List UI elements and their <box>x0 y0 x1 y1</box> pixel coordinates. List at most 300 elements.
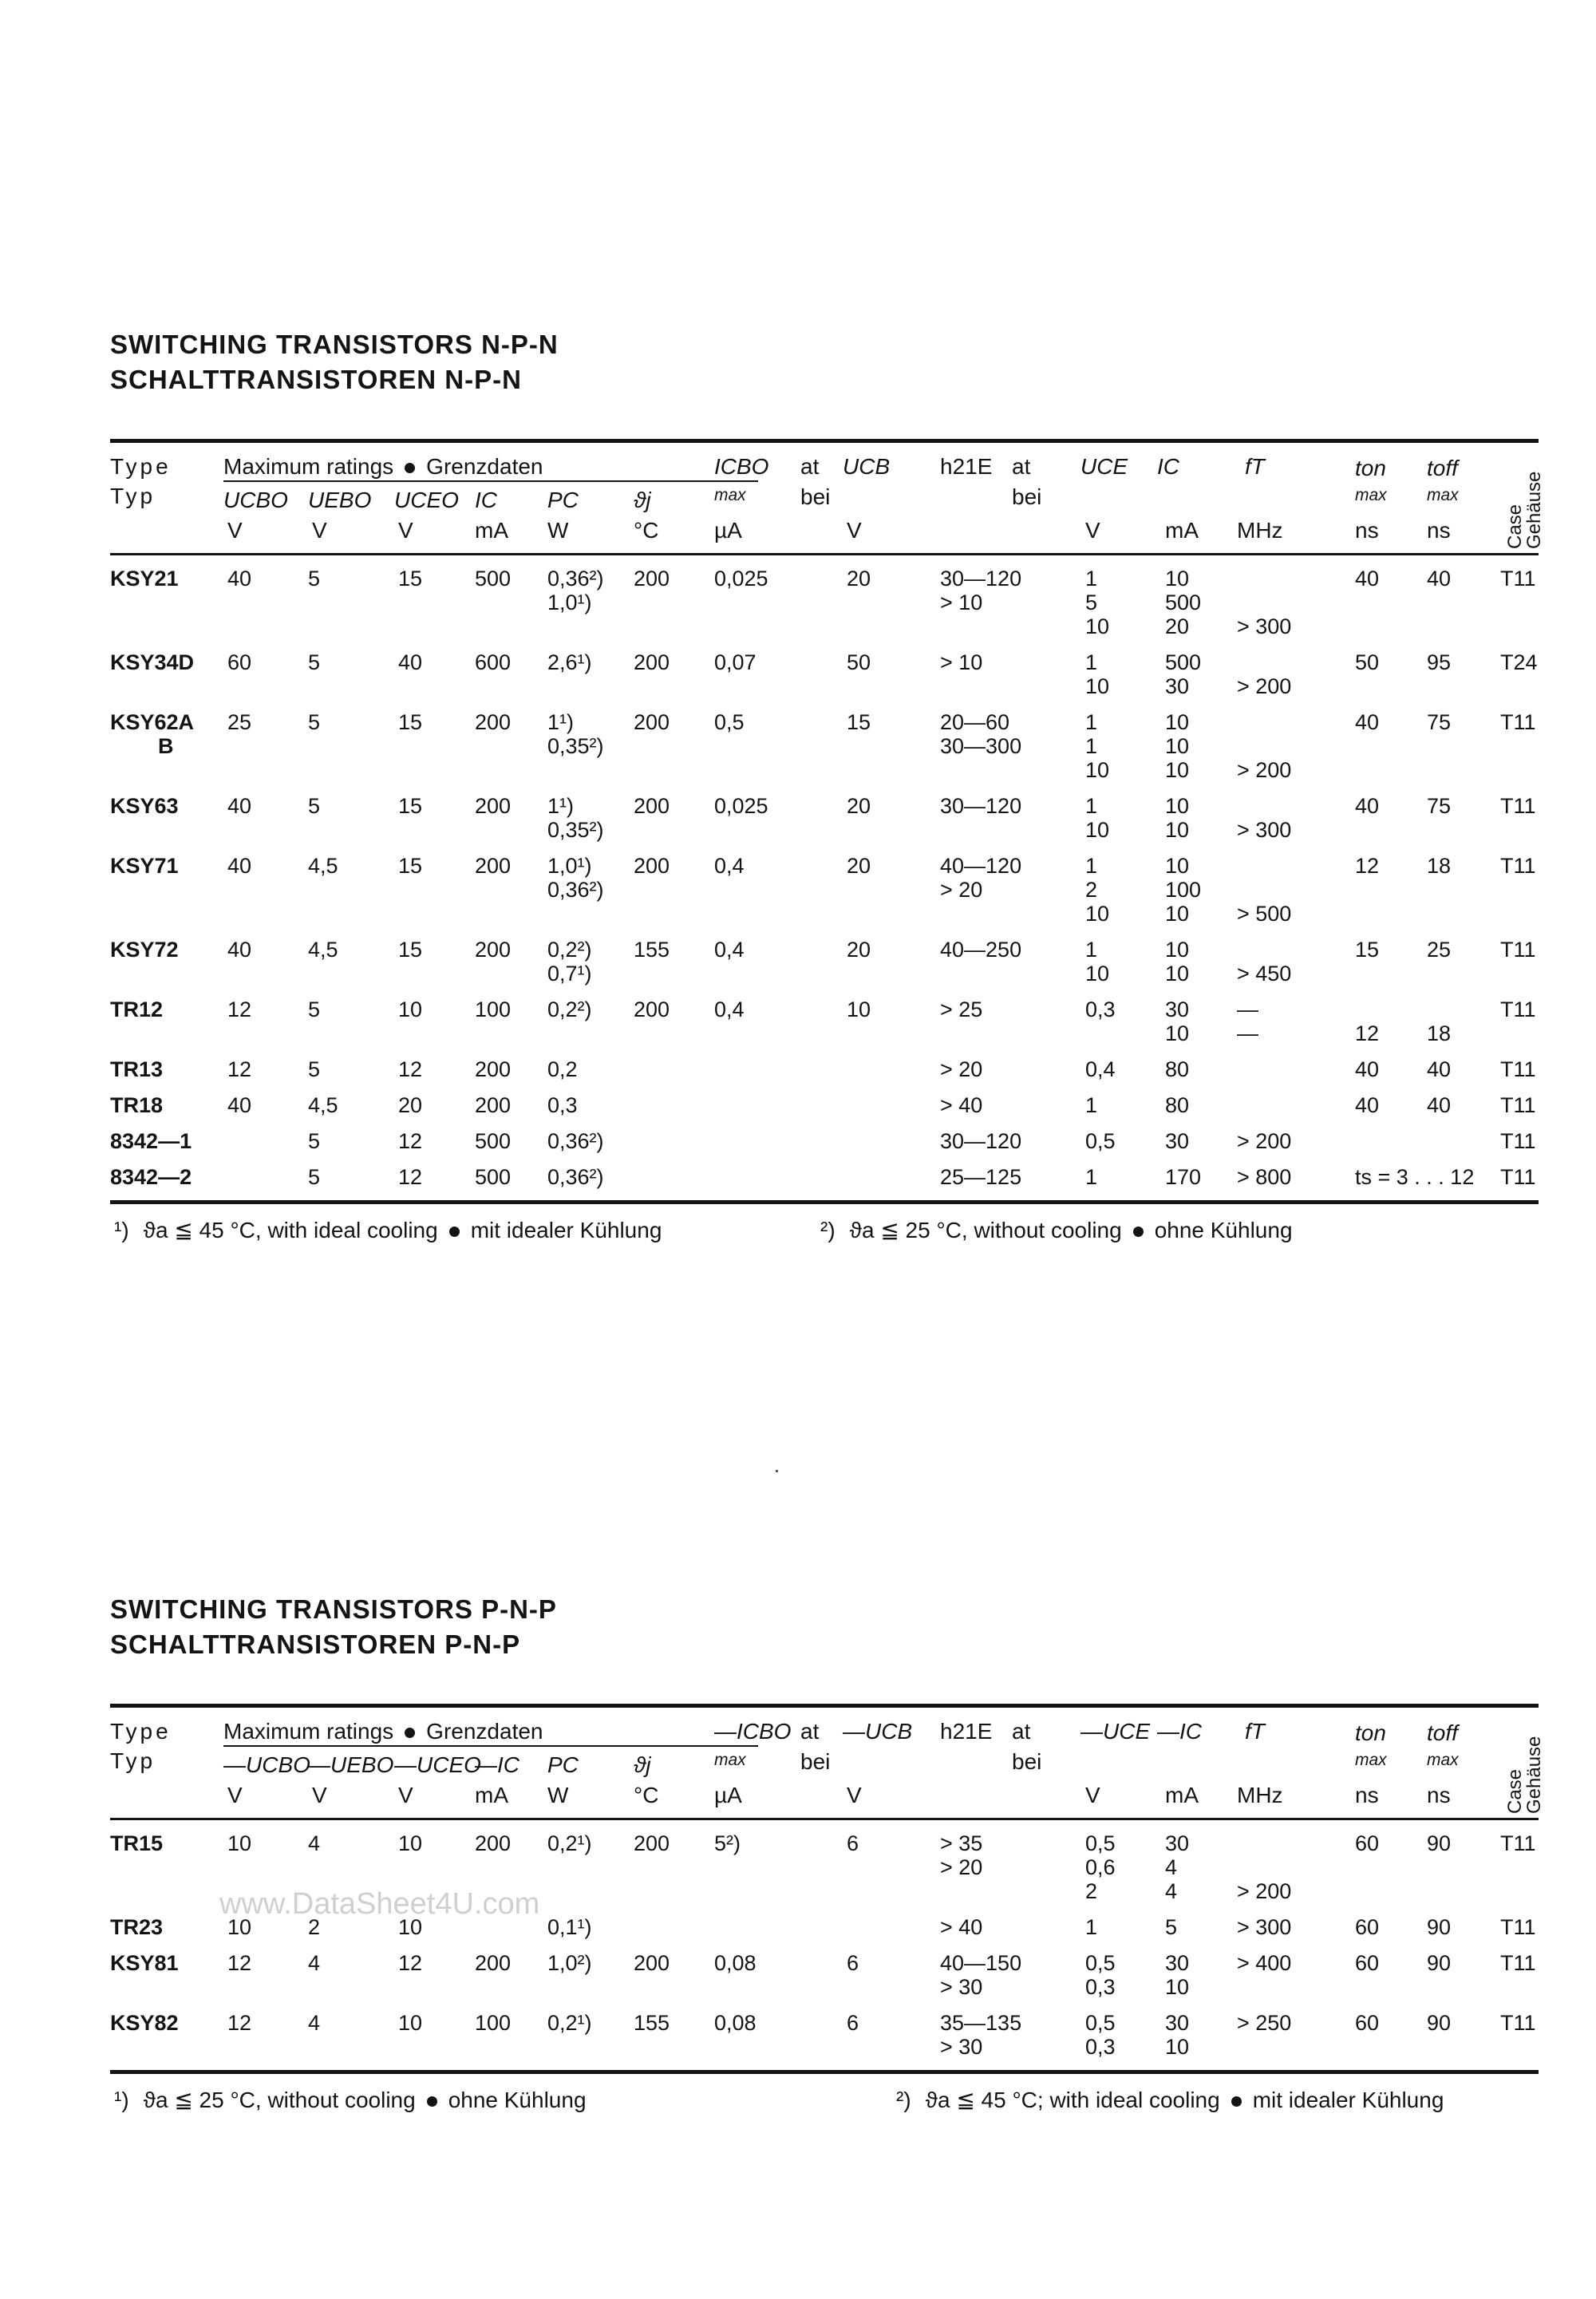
header-case: Case <box>1504 1768 1526 1814</box>
row-uebo: 4,5 <box>308 1093 338 1117</box>
row-ucbo: 40 <box>227 1093 252 1117</box>
row-uebo: 5 <box>308 567 321 591</box>
row-uebo: 5 <box>308 1165 321 1189</box>
row-pc: 1,0¹) 0,36²) <box>547 854 604 902</box>
row-icbo: 0,4 <box>714 938 745 962</box>
row-uce: 0,5 0,6 2 <box>1085 1831 1116 1903</box>
row-icbo: 0,025 <box>714 794 768 818</box>
row-type: KSY71 <box>110 854 179 878</box>
row-case: T11 <box>1500 1057 1536 1081</box>
watermark: www.DataSheet4U.com <box>219 1887 540 1921</box>
row-tj: 200 <box>634 567 670 591</box>
header-h21e: h21E <box>940 454 993 479</box>
row-case: T11 <box>1500 854 1536 878</box>
row-ft: > 400 <box>1237 1951 1292 1975</box>
header-ton: ton <box>1355 1720 1386 1745</box>
header-unit: MHz <box>1237 1783 1283 1807</box>
header-ton-max: max <box>1355 486 1387 504</box>
header-unit: °C <box>634 518 659 543</box>
footnote-mark: ²) <box>896 2088 911 2112</box>
row-ucbo: 40 <box>227 938 252 962</box>
row-type: TR15 <box>110 1831 164 1855</box>
row-toff: 40 <box>1427 1057 1452 1081</box>
row-uceo: 10 <box>398 2011 423 2035</box>
row-icbo: 0,4 <box>714 854 745 878</box>
row-h21e: 40—250 <box>940 938 1022 962</box>
row-ft: > 300 <box>1237 1915 1292 1939</box>
header-icbo: ICBO <box>714 454 769 479</box>
row-ic2: 10 10 <box>1165 794 1190 842</box>
row-ucbo: 25 <box>227 710 252 734</box>
row-ic: 100 <box>475 997 512 1021</box>
footnote-1 <box>114 1217 662 1243</box>
header-unit: V <box>312 1783 327 1807</box>
header-unit: V <box>1085 518 1100 543</box>
footnote-mark: ¹) <box>114 2088 129 2112</box>
row-pc: 0,2¹) <box>547 2011 592 2035</box>
row-h21e: > 25 <box>940 997 983 1021</box>
header-toff: toff <box>1427 1720 1458 1745</box>
row-toff: 18 <box>1427 854 1452 878</box>
row-uceo: 10 <box>398 1915 423 1939</box>
row-uce: 1 10 <box>1085 650 1110 698</box>
row-uebo: 4,5 <box>308 854 338 878</box>
bullet-icon <box>405 463 415 473</box>
header-toff: toff <box>1427 456 1458 480</box>
header-unit: µA <box>714 1783 742 1807</box>
footnote-text: ϑa ≦ 25 °C, without cooling <box>143 2088 416 2112</box>
header-ic2: —IC <box>1157 1719 1202 1744</box>
row-ft: > 300 <box>1237 614 1292 638</box>
row-ic2: 10 10 10 <box>1165 710 1190 782</box>
row-toff: 75 <box>1427 710 1452 734</box>
header-h21e-at: at <box>1012 1719 1031 1744</box>
row-ton: 60 <box>1355 1915 1380 1939</box>
row-icbo: 5²) <box>714 1831 741 1855</box>
row-ton: ts = 3 . . . 12 <box>1355 1165 1475 1189</box>
row-pc: 1,0²) <box>547 1951 592 1975</box>
row-uce: 0,5 0,3 <box>1085 1951 1116 1999</box>
row-ft: — — <box>1237 997 1258 1045</box>
header-ton: ton <box>1355 456 1386 480</box>
footnote-1 <box>114 2087 587 2113</box>
row-ic: 200 <box>475 1093 512 1117</box>
header-h21e-bei: bei <box>1012 484 1042 509</box>
row-case: T11 <box>1500 997 1536 1021</box>
row-ton: 15 <box>1355 938 1380 962</box>
row-uce: 1 2 10 <box>1085 854 1110 926</box>
row-h21e: 40—150 > 30 <box>940 1951 1022 1999</box>
row-type: KSY72 <box>110 938 179 962</box>
header-pc: PC <box>547 1752 579 1777</box>
row-icbo: 0,07 <box>714 650 757 674</box>
row-ic2: 30 <box>1165 1129 1190 1153</box>
row-case: T11 <box>1500 1093 1536 1117</box>
row-uebo: 4 <box>308 2011 321 2035</box>
footnote-text: ϑa ≦ 25 °C, without cooling <box>849 1218 1122 1242</box>
header-h21e-at: at <box>1012 454 1031 479</box>
pnp-title-en: SWITCHING TRANSISTORS P-N-P <box>110 1594 557 1624</box>
header-unit: ns <box>1355 518 1379 543</box>
header-unit: ns <box>1355 1783 1379 1807</box>
row-uceo: 10 <box>398 1831 423 1855</box>
row-ft: > 300 <box>1237 818 1292 842</box>
row-ucbo: 40 <box>227 854 252 878</box>
header-unit: V <box>1085 1783 1100 1807</box>
row-ft: > 450 <box>1237 962 1292 986</box>
row-uce: 1 <box>1085 1093 1098 1117</box>
row-h21e: > 35 > 20 <box>940 1831 983 1879</box>
row-type: KSY62A B <box>110 710 195 758</box>
row-ucbo: 12 <box>227 1951 252 1975</box>
header-uebo: —UEBO <box>308 1752 394 1777</box>
row-h21e: 20—60 30—300 <box>940 710 1022 758</box>
row-ic: 200 <box>475 794 512 818</box>
header-unit: V <box>227 518 243 543</box>
row-ic: 500 <box>475 567 512 591</box>
row-uebo: 5 <box>308 1129 321 1153</box>
row-uce: 0,4 <box>1085 1057 1116 1081</box>
row-ic2: 10 10 <box>1165 938 1190 986</box>
row-uceo: 10 <box>398 997 423 1021</box>
row-toff: 75 <box>1427 794 1452 818</box>
row-ucb: 6 <box>847 1831 859 1855</box>
header-unit: V <box>227 1783 243 1807</box>
row-icbo: 0,5 <box>714 710 745 734</box>
header-gehaeuse: Gehäuse <box>1523 471 1545 549</box>
row-toff: 95 <box>1427 650 1452 674</box>
row-uebo: 4 <box>308 1831 321 1855</box>
row-type: TR23 <box>110 1915 164 1939</box>
footnote-text: ϑa ≦ 45 °C; with ideal cooling <box>925 2088 1220 2112</box>
row-uebo: 5 <box>308 794 321 818</box>
row-ton: 40 <box>1355 1093 1380 1117</box>
header-case: Case <box>1504 504 1526 549</box>
header-max-ratings <box>223 1720 543 1744</box>
row-case: T24 <box>1500 650 1538 674</box>
row-type: TR13 <box>110 1057 164 1081</box>
row-ucbo: 12 <box>227 2011 252 2035</box>
row-pc: 0,36²) 1,0¹) <box>547 567 604 614</box>
row-case: T11 <box>1500 710 1536 734</box>
row-ucbo: 12 <box>227 997 252 1021</box>
header-type-de: Typ <box>110 484 156 508</box>
row-toff: 40 <box>1427 567 1452 591</box>
row-uebo: 5 <box>308 997 321 1021</box>
row-ton: 12 <box>1355 854 1380 878</box>
header-h21e: h21E <box>940 1719 993 1744</box>
row-uceo: 15 <box>398 794 423 818</box>
header-ft: fT <box>1245 454 1265 479</box>
row-tj: 155 <box>634 2011 670 2035</box>
npn-section <box>110 327 1545 1242</box>
row-ucb: 15 <box>847 710 871 734</box>
row-case: T11 <box>1500 938 1536 962</box>
header-unit: V <box>847 1783 862 1807</box>
row-toff: 90 <box>1427 1951 1452 1975</box>
row-type: KSY63 <box>110 794 179 818</box>
bullet-icon <box>449 1227 460 1237</box>
row-tj: 200 <box>634 1831 670 1855</box>
row-tj: 200 <box>634 650 670 674</box>
row-ic: 200 <box>475 1831 512 1855</box>
row-uceo: 40 <box>398 650 423 674</box>
header-ic2: IC <box>1157 454 1179 479</box>
header-uceo: UCEO <box>394 488 459 512</box>
header-ucbo: UCBO <box>223 488 288 512</box>
header-uceo: —UCEO <box>394 1752 481 1777</box>
header-unit: ns <box>1427 1783 1451 1807</box>
header-unit: V <box>312 518 327 543</box>
row-uceo: 12 <box>398 1951 423 1975</box>
row-uce: 1 5 10 <box>1085 567 1110 638</box>
footnote-text: ϑa ≦ 45 °C, with ideal cooling <box>143 1218 438 1242</box>
row-h21e: 30—120 > 10 <box>940 567 1022 614</box>
header-tj: ϑj <box>634 488 651 512</box>
row-toff: 90 <box>1427 1915 1452 1939</box>
row-ucb: 6 <box>847 1951 859 1975</box>
row-ucbo: 40 <box>227 567 252 591</box>
pnp-bottom-rule <box>110 2070 1539 2074</box>
row-ucb: 20 <box>847 567 871 591</box>
row-uebo: 5 <box>308 710 321 734</box>
npn-title-en: SWITCHING TRANSISTORS N-P-N <box>110 330 559 359</box>
grenzdaten-label: Grenzdaten <box>426 1719 543 1744</box>
row-ic: 200 <box>475 938 512 962</box>
row-ucb: 20 <box>847 794 871 818</box>
row-h21e: > 10 <box>940 650 983 674</box>
header-icbo-at: at <box>800 454 820 479</box>
row-h21e: 25—125 <box>940 1165 1022 1189</box>
row-ft: > 500 <box>1237 902 1292 926</box>
header-toff-max: max <box>1427 1751 1459 1769</box>
row-ft: > 200 <box>1237 758 1292 782</box>
row-uceo: 15 <box>398 938 423 962</box>
row-pc: 0,2²) 0,7¹) <box>547 938 592 986</box>
bullet-icon <box>1231 2096 1242 2107</box>
npn-bottom-rule <box>110 1200 1539 1204</box>
row-ic: 500 <box>475 1129 512 1153</box>
footnote-text-de: mit idealer Kühlung <box>1252 2088 1444 2112</box>
header-ton-max: max <box>1355 1751 1387 1769</box>
max-ratings-label: Maximum ratings <box>223 454 394 479</box>
row-case: T11 <box>1500 794 1536 818</box>
row-h21e: > 20 <box>940 1057 983 1081</box>
row-icbo: 0,025 <box>714 567 768 591</box>
row-icbo: 0,4 <box>714 997 745 1021</box>
footnote-text-de: mit idealer Kühlung <box>470 1218 662 1242</box>
row-ic2: 80 <box>1165 1093 1190 1117</box>
scan-speck <box>776 1470 778 1472</box>
row-ic2: 500 30 <box>1165 650 1202 698</box>
row-ic: 600 <box>475 650 512 674</box>
row-h21e: 40—120 > 20 <box>940 854 1022 902</box>
row-uceo: 12 <box>398 1057 423 1081</box>
max-ratings-underline <box>223 480 758 482</box>
row-uce: 0,3 <box>1085 997 1116 1021</box>
row-ton: 60 <box>1355 1951 1380 1975</box>
row-icbo: 0,08 <box>714 1951 757 1975</box>
row-ton: 60 <box>1355 1831 1380 1855</box>
row-uce: 1 10 <box>1085 938 1110 986</box>
row-ucb: 50 <box>847 650 871 674</box>
row-uce: 1 1 10 <box>1085 710 1110 782</box>
row-uce: 1 <box>1085 1165 1098 1189</box>
row-h21e: 30—120 <box>940 794 1022 818</box>
header-ic: —IC <box>475 1752 519 1777</box>
row-tj: 200 <box>634 1951 670 1975</box>
row-ic2: 170 <box>1165 1165 1202 1189</box>
header-unit: MHz <box>1237 518 1283 543</box>
footnote-2 <box>820 1217 1293 1243</box>
row-ft: > 200 <box>1237 674 1292 698</box>
row-toff: 40 <box>1427 1093 1452 1117</box>
row-ic: 200 <box>475 710 512 734</box>
row-uce: 1 <box>1085 1915 1098 1939</box>
header-icbo-at: at <box>800 1719 820 1744</box>
row-pc: 0,2¹) <box>547 1831 592 1855</box>
row-uebo: 4,5 <box>308 938 338 962</box>
row-ton: 40 <box>1355 567 1380 591</box>
row-h21e: 35—135 > 30 <box>940 2011 1022 2059</box>
row-uceo: 12 <box>398 1165 423 1189</box>
max-ratings-label: Maximum ratings <box>223 1719 394 1744</box>
row-tj: 155 <box>634 938 670 962</box>
row-ic2: 10 100 10 <box>1165 854 1202 926</box>
header-unit: V <box>398 518 413 543</box>
header-pc: PC <box>547 488 579 512</box>
header-uebo: UEBO <box>308 488 372 512</box>
header-icbo-max: max <box>714 1751 746 1769</box>
row-uceo: 12 <box>398 1129 423 1153</box>
row-ucb: 10 <box>847 997 871 1021</box>
row-ucbo: 40 <box>227 794 252 818</box>
header-gehaeuse: Gehäuse <box>1523 1736 1545 1814</box>
bullet-icon <box>427 2096 437 2107</box>
npn-title-de: SCHALTTRANSISTOREN N-P-N <box>110 365 522 394</box>
row-ft: > 200 <box>1237 1879 1292 1903</box>
header-unit: °C <box>634 1783 659 1807</box>
row-ucb: 20 <box>847 938 871 962</box>
header-ucb: —UCB <box>843 1719 913 1744</box>
row-uceo: 15 <box>398 567 423 591</box>
header-icbo: —ICBO <box>714 1719 792 1744</box>
row-ic: 100 <box>475 2011 512 2035</box>
row-ucb: 20 <box>847 854 871 878</box>
row-ic2: 5 <box>1165 1915 1178 1939</box>
row-pc: 1¹) 0,35²) <box>547 710 604 758</box>
row-uceo: 15 <box>398 710 423 734</box>
row-case: T11 <box>1500 2011 1536 2035</box>
row-toff: 90 <box>1427 1831 1452 1855</box>
pnp-top-rule <box>110 1704 1539 1708</box>
npn-header-rule <box>110 553 1539 555</box>
row-uebo: 4 <box>308 1951 321 1975</box>
row-case: T11 <box>1500 567 1536 591</box>
header-unit: mA <box>1165 1783 1199 1807</box>
header-unit: W <box>547 518 569 543</box>
header-unit: µA <box>714 518 742 543</box>
bullet-icon <box>405 1728 415 1738</box>
row-ic: 200 <box>475 1057 512 1081</box>
row-icbo: 0,08 <box>714 2011 757 2035</box>
footnote-text-de: ohne Kühlung <box>1154 1218 1293 1242</box>
pnp-title-de: SCHALTTRANSISTOREN P-N-P <box>110 1629 521 1659</box>
row-toff: 90 <box>1427 2011 1452 2035</box>
row-toff: 18 <box>1427 1021 1452 1045</box>
row-case: T11 <box>1500 1165 1536 1189</box>
row-tj: 200 <box>634 854 670 878</box>
row-ic: 500 <box>475 1165 512 1189</box>
header-toff-max: max <box>1427 486 1459 504</box>
row-pc: 0,3 <box>547 1093 578 1117</box>
header-ft: fT <box>1245 1719 1265 1744</box>
row-tj: 200 <box>634 794 670 818</box>
row-ic2: 30 4 4 <box>1165 1831 1190 1903</box>
header-ucb: UCB <box>843 454 891 479</box>
row-ucb: 6 <box>847 2011 859 2035</box>
grenzdaten-label: Grenzdaten <box>426 454 543 479</box>
row-ic: 200 <box>475 854 512 878</box>
row-ft: > 250 <box>1237 2011 1292 2035</box>
row-pc: 0,36²) <box>547 1165 604 1189</box>
header-h21e-bei: bei <box>1012 1749 1042 1774</box>
npn-top-rule <box>110 439 1539 443</box>
row-ucbo: 10 <box>227 1831 252 1855</box>
row-ic2: 80 <box>1165 1057 1190 1081</box>
header-uce: UCE <box>1080 454 1128 479</box>
footnote-text-de: ohne Kühlung <box>448 2088 587 2112</box>
header-ucbo: —UCBO <box>223 1752 310 1777</box>
row-type: TR12 <box>110 997 164 1021</box>
row-case: T11 <box>1500 1951 1536 1975</box>
row-pc: 1¹) 0,35²) <box>547 794 604 842</box>
header-unit: W <box>547 1783 569 1807</box>
row-type: 8342—2 <box>110 1165 192 1189</box>
row-case: T11 <box>1500 1831 1536 1855</box>
header-max-ratings <box>223 455 543 479</box>
row-ton: 40 <box>1355 794 1380 818</box>
row-type: KSY81 <box>110 1951 179 1975</box>
row-ton: 12 <box>1355 1021 1380 1045</box>
header-unit: mA <box>475 518 508 543</box>
row-type: KSY34D <box>110 650 195 674</box>
footnote-2 <box>896 2087 1444 2113</box>
row-toff: 25 <box>1427 938 1452 962</box>
row-case: T11 <box>1500 1915 1536 1939</box>
row-tj: 200 <box>634 997 670 1021</box>
footnote-mark: ¹) <box>114 1218 129 1242</box>
row-type: 8342—1 <box>110 1129 192 1153</box>
row-ucbo: 12 <box>227 1057 252 1081</box>
row-tj: 200 <box>634 710 670 734</box>
row-ft: > 800 <box>1237 1165 1292 1189</box>
footnote-mark: ²) <box>820 1218 836 1242</box>
row-ic2: 30 10 <box>1165 2011 1190 2059</box>
bullet-icon <box>1133 1227 1144 1237</box>
row-case: T11 <box>1500 1129 1536 1153</box>
row-ic: 200 <box>475 1951 512 1975</box>
row-type: KSY21 <box>110 567 179 591</box>
row-uce: 0,5 <box>1085 1129 1116 1153</box>
row-uebo: 5 <box>308 650 321 674</box>
header-unit: mA <box>1165 518 1199 543</box>
header-icbo-bei: bei <box>800 1749 831 1774</box>
row-ucbo: 60 <box>227 650 252 674</box>
row-type: KSY82 <box>110 2011 179 2035</box>
row-ton: 40 <box>1355 1057 1380 1081</box>
row-pc: 2,6¹) <box>547 650 592 674</box>
